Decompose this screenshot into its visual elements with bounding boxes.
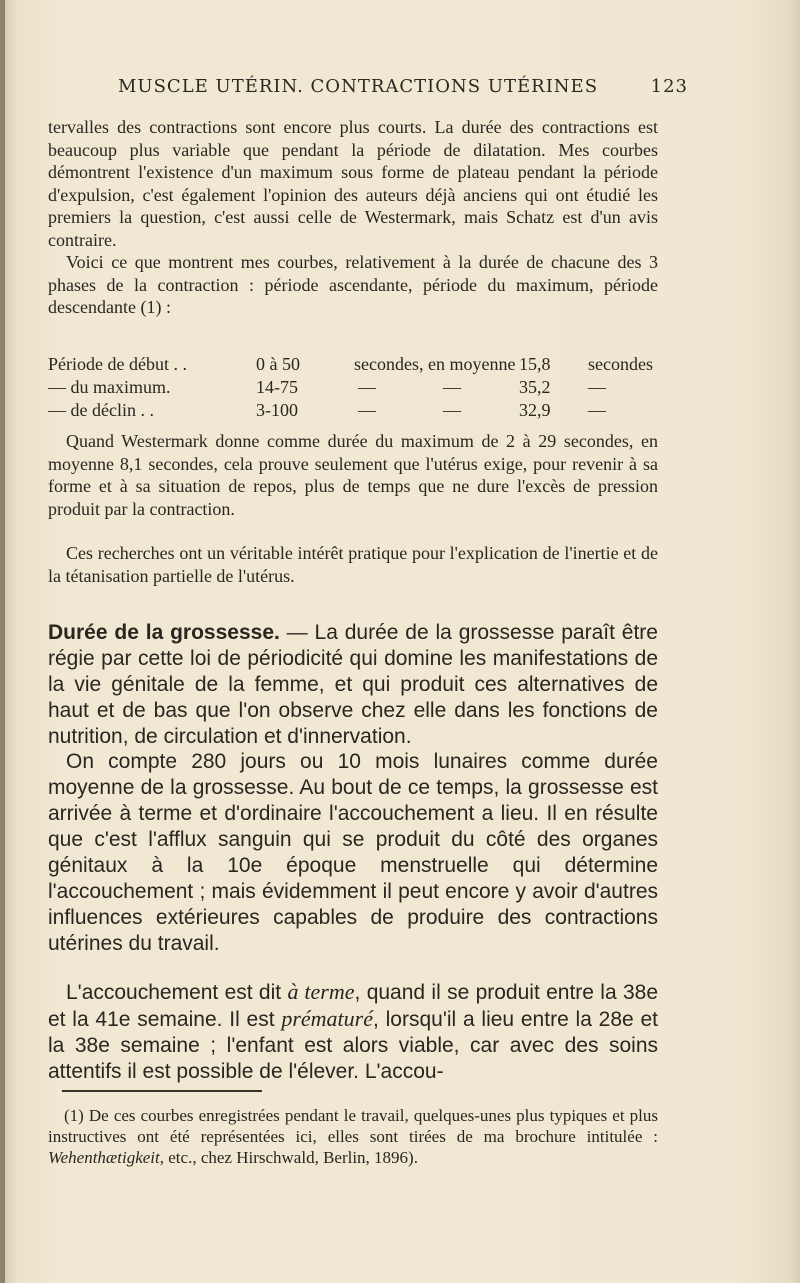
term-premature: prématuré	[281, 1006, 373, 1031]
row-range: 3-100	[256, 400, 298, 420]
row-ditto-mark: —	[358, 377, 376, 397]
table-row	[48, 399, 658, 422]
paragraph-text: Voici ce que montrent mes courbes, relativement à la durée de chacune des 3 phases de la contraction : période ascendante, période du maximum, période descendante (1) :	[48, 252, 658, 317]
table-row	[48, 353, 658, 376]
paragraph-280-jours	[48, 749, 658, 957]
row-text: secondes, en moyenne	[354, 354, 516, 374]
paragraph-text: tervalles des contractions sont encore plus courts. La durée des contractions est beaucoup plus variable que pendant la période de dilatation. Mes courbes démontrent l'existence d'un maximum sous forme de plateau pendant la période d'expulsion, c'est également l'opinion des auteurs déjà anciens qui ont étudié les premiers la question, c'est aussi celle de Westermark, mais Schatz est d'un avis contraire.	[48, 117, 658, 250]
term-a-terme: à terme	[287, 979, 355, 1004]
page-binding-edge	[0, 0, 5, 1283]
row-value: 32,9	[519, 400, 551, 420]
row-label: Période de début . .	[48, 354, 187, 374]
paragraph-text: On compte 280 jours ou 10 mois lunaires comme durée moyenne de la grossesse. Au bout de ce temps, la grossesse est arrivée à terme et d'ordinaire l'accouchement a lieu. Il en résulte que c'est l'afflux sanguin qui se produit du côté des organes génitaux à la 10e époque menstruelle qui détermine l'accouchement ; mais évidemment il peut encore y avoir d'autres influences extérieures capables de produire des contractions utérines du travail.	[48, 750, 658, 955]
row-range: 0 à 50	[256, 354, 300, 374]
row-ditto-mark: —	[358, 400, 376, 420]
row-unit: secondes	[588, 354, 653, 374]
paragraph-text: L'accouchement est dit	[66, 981, 288, 1004]
footnote-text: , etc., chez Hirschwald, Berlin, 1896).	[159, 1148, 418, 1167]
row-value: 35,2	[519, 377, 551, 397]
row-label: — du maximum.	[48, 377, 171, 397]
row-unit: —	[588, 400, 606, 420]
running-title: MUSCLE UTÉRIN. CONTRACTIONS UTÉRINES	[118, 76, 599, 97]
paragraph-text: , quand il se produit entre la 38e et la 41e semaine. Il est	[48, 981, 659, 1031]
section-heading: Durée de la grossesse.	[48, 621, 280, 644]
paragraph-inertie	[48, 542, 658, 587]
footnote-title: Wehenthætigkeit	[48, 1148, 160, 1167]
paragraph-text: Ces recherches ont un véritable intérêt pratique pour l'explication de l'inertie et de la tétanisation partielle de l'utérus.	[48, 543, 658, 586]
paragraph-accouchement	[48, 979, 658, 1085]
footnote-rule	[62, 1090, 262, 1092]
row-range: 14-75	[256, 377, 298, 397]
footnote	[48, 1105, 658, 1168]
section-duree-grossesse	[48, 620, 658, 750]
paragraph-westermark	[48, 430, 658, 520]
footnote-text: (1) De ces courbes enregistrées pendant le travail, quelques-unes plus typiques et plus instructives ont été représentées ici, elles sont tirées de ma brochure intitulée :	[48, 1106, 658, 1146]
table-row	[48, 376, 658, 399]
phase-duration-table	[48, 353, 658, 422]
row-unit: —	[588, 377, 606, 397]
paragraph-text: — La durée de la grossesse paraît être régie par cette loi de périodicité qui domine les manifestations de la vie génitale de la femme, et qui produit ces alternatives de haut et de bas que l'on observe chez elle dans les fonctions de nutrition, de circulation et d'innervation.	[48, 621, 658, 748]
paragraph-phases-intro	[48, 251, 658, 319]
paragraph-text: , lorsqu'il a lieu entre la 28e et la 38e semaine ; l'enfant est alors viable, car avec des soins attentifs il est possible de l'élever. L'accou-	[48, 1008, 658, 1083]
row-ditto-mark: —	[443, 400, 461, 420]
paragraph-text: Quand Westermark donne comme durée du maximum de 2 à 29 secondes, en moyenne 8,1 secondes, cela prouve seulement que l'utérus exige, pour revenir à sa forme et à sa situation de repos, plus de temps que ne dure l'excès de pression produit par la contraction.	[48, 431, 658, 519]
row-value: 15,8	[519, 354, 551, 374]
row-ditto-mark: —	[443, 377, 461, 397]
paragraph-contractions	[48, 116, 658, 251]
page-number: 123	[650, 76, 688, 97]
row-label: — de déclin . .	[48, 400, 154, 420]
